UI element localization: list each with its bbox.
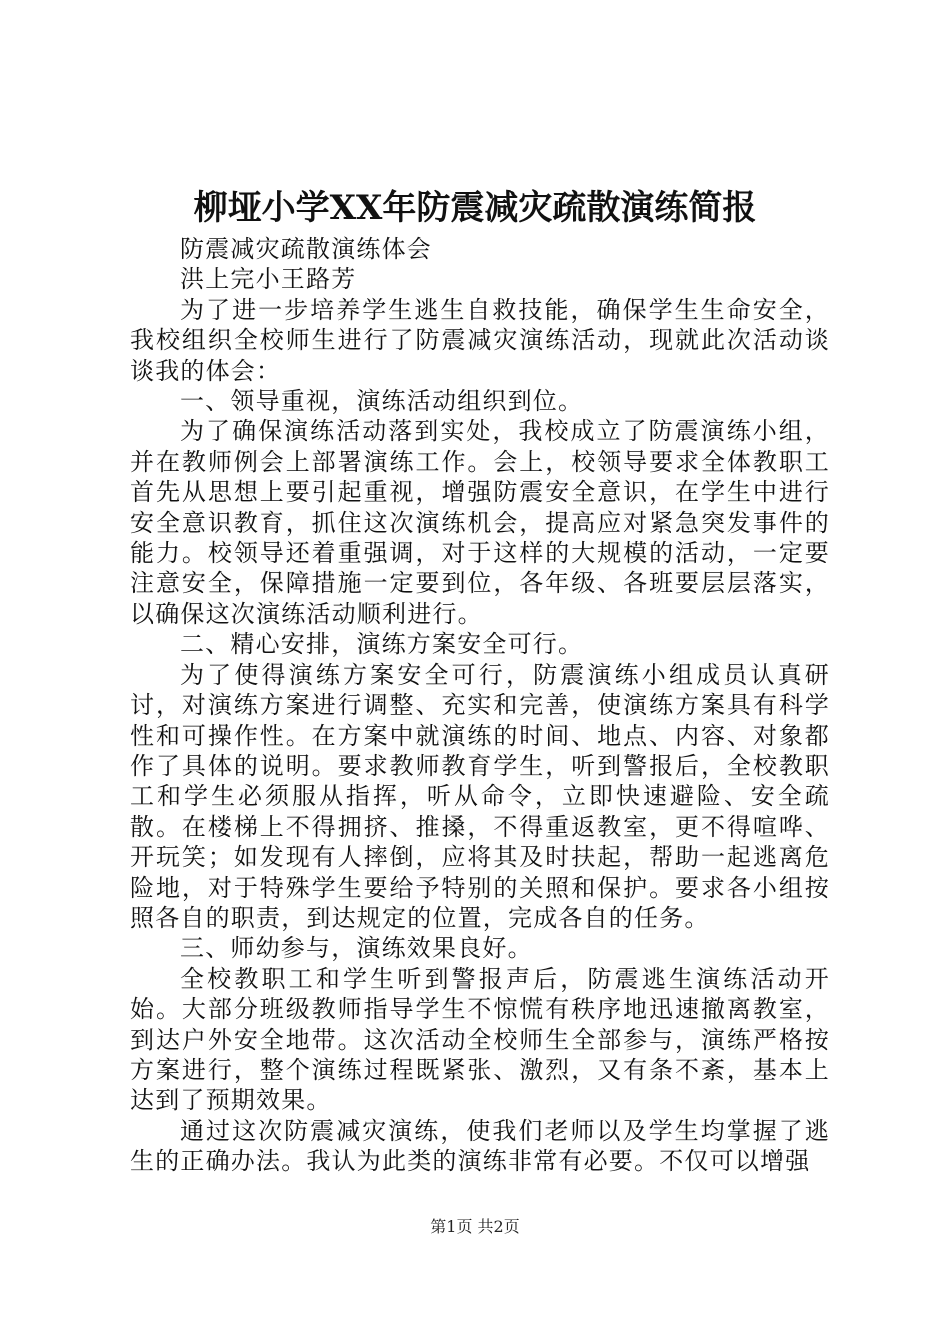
paragraph-section-3: 全校教职工和学生听到警报声后，防震逃生演练活动开始。大部分班级教师指导学生不惊慌有秩序地迅速撤离教室，到达户外安全地带。这次活动全校师生全部参与，演练严格按方案进行，整个演练过程既紧张、激烈，又有条不紊，基本上达到了预期效果。 [130, 964, 830, 1115]
section-heading-1: 一、领导重视，演练活动组织到位。 [180, 387, 584, 416]
page-title: 柳垭小学XX年防震减灾疏散演练简报 [193, 188, 757, 228]
paragraph-section-2: 为了使得演练方案安全可行，防震演练小组成员认真研讨，对演练方案进行调整、充实和完善，使演练方案具有科学性和可操作性。在方案中就演练的时间、地点、内容、对象都作了具体的说明。要求教师教育学生，听到警报后，全校教职工和学生必须服从指挥，听从命令，立即快速避险、安全疏散。在楼梯上不得拥挤、推搡，不得重返教室，更不得喧哗、开玩笑；如发现有人摔倒，应将其及时扶起，帮助一起逃离危险地，对于特殊学生要给予特别的关照和保护。要求各小组按照各自的职责，到达规定的位置，完成各自的任务。 [130, 660, 830, 932]
subtitle: 防震减灾疏散演练体会 [180, 235, 432, 263]
paragraph-intro: 为了进一步培养学生逃生自救技能，确保学生生命安全，我校组织全校师生进行了防震减灾演练活动，现就此次活动谈谈我的体会： [130, 295, 830, 385]
section-heading-2: 二、精心安排，演练方案安全可行。 [180, 630, 584, 659]
paragraph-section-1: 为了确保演练活动落到实处，我校成立了防震演练小组，并在教师例会上部署演练工作。会上，校领导要求全体教职工首先从思想上要引起重视，增强防震安全意识，在学生中进行安全意识教育，抓住这次演练机会，提高应对紧急突发事件的能力。校领导还着重强调，对于这样的大规模的活动，一定要注意安全，保障措施一定要到位，各年级、各班要层层落实，以确保这次演练活动顺利进行。 [130, 417, 830, 628]
section-heading-3: 三、师幼参与，演练效果良好。 [180, 934, 533, 963]
document-body [130, 234, 830, 1177]
page-footer: 第1页 共2页 [430, 1217, 520, 1236]
author-line: 洪上完小王路芳 [180, 265, 357, 294]
paragraph-conclusion: 通过这次防震减灾演练，使我们老师以及学生均掌握了逃生的正确办法。我认为此类的演练非常有必要。不仅可以增强 [130, 1116, 830, 1176]
